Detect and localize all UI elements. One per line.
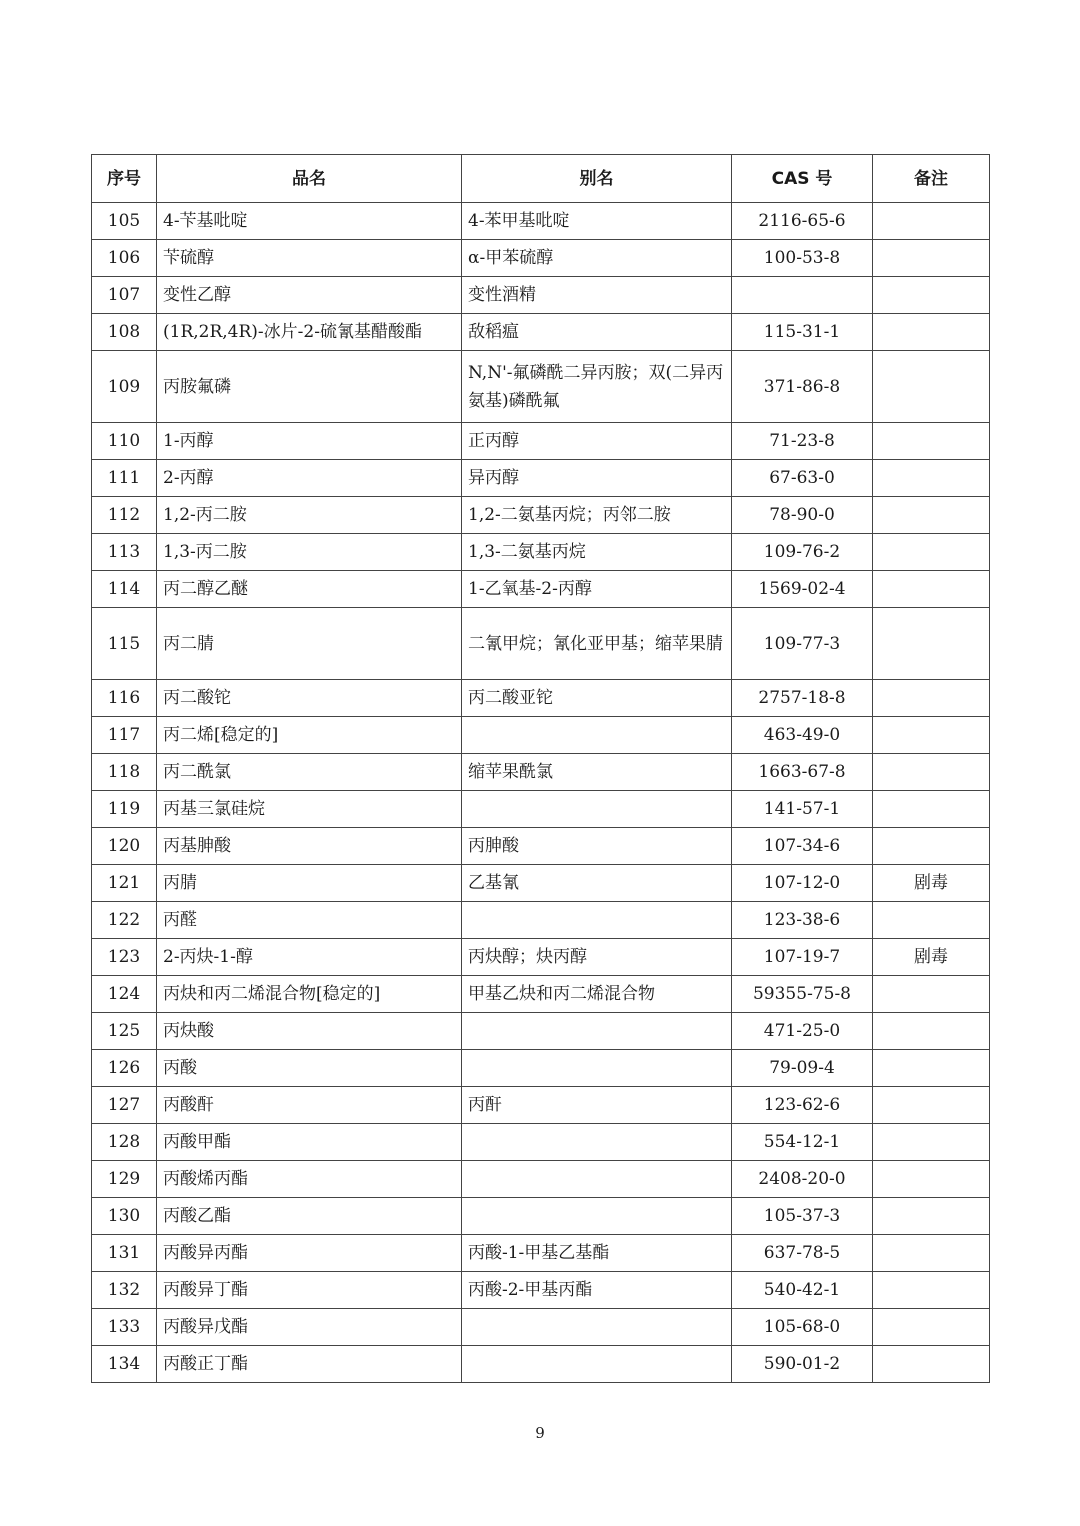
cell-alias: 乙基氰 [462, 865, 732, 902]
cell-alias [462, 717, 732, 754]
cell-alias [462, 1124, 732, 1161]
table-row [92, 1309, 990, 1346]
cell-cas-number: 78-90-0 [732, 497, 873, 534]
cell-product-name: 丙二烯[稳定的] [157, 717, 462, 754]
cell-remarks [873, 1309, 990, 1346]
cell-serial-number: 122 [92, 902, 157, 939]
cell-remarks [873, 1198, 990, 1235]
table-row [92, 203, 990, 240]
cell-product-name: 丙二腈 [157, 608, 462, 680]
cell-serial-number: 133 [92, 1309, 157, 1346]
cell-serial-number: 129 [92, 1161, 157, 1198]
cell-remarks [873, 791, 990, 828]
cell-alias: 异丙醇 [462, 460, 732, 497]
cell-serial-number: 118 [92, 754, 157, 791]
header-product-name: 品名 [157, 155, 462, 203]
cell-alias: 丙酸-2-甲基丙酯 [462, 1272, 732, 1309]
cell-alias: 二氰甲烷；氰化亚甲基；缩苹果腈 [462, 608, 732, 680]
cell-alias: 变性酒精 [462, 277, 732, 314]
cell-alias: 甲基乙炔和丙二烯混合物 [462, 976, 732, 1013]
cell-product-name: 丙酸异丁酯 [157, 1272, 462, 1309]
cell-remarks [873, 277, 990, 314]
cell-remarks [873, 1272, 990, 1309]
table-row [92, 1346, 990, 1383]
cell-cas-number: 59355-75-8 [732, 976, 873, 1013]
header-serial-number: 序号 [92, 155, 157, 203]
cell-product-name: 丙酸甲酯 [157, 1124, 462, 1161]
table-row [92, 902, 990, 939]
cell-product-name: 2-丙炔-1-醇 [157, 939, 462, 976]
cell-cas-number: 554-12-1 [732, 1124, 873, 1161]
cell-alias: 1-乙氧基-2-丙醇 [462, 571, 732, 608]
table-row [92, 1013, 990, 1050]
cell-serial-number: 121 [92, 865, 157, 902]
cell-cas-number: 105-68-0 [732, 1309, 873, 1346]
cell-product-name: 变性乙醇 [157, 277, 462, 314]
cell-cas-number: 79-09-4 [732, 1050, 873, 1087]
cell-serial-number: 128 [92, 1124, 157, 1161]
cell-remarks [873, 1346, 990, 1383]
cell-serial-number: 124 [92, 976, 157, 1013]
table-row [92, 1087, 990, 1124]
cell-alias [462, 1161, 732, 1198]
cell-product-name: 丙二酰氯 [157, 754, 462, 791]
cell-remarks [873, 203, 990, 240]
cell-product-name: 1,3-丙二胺 [157, 534, 462, 571]
table-row [92, 314, 990, 351]
cell-alias: 丙炔醇；炔丙醇 [462, 939, 732, 976]
cell-remarks [873, 717, 990, 754]
cell-serial-number: 123 [92, 939, 157, 976]
cell-alias [462, 1013, 732, 1050]
cell-alias: 丙胂酸 [462, 828, 732, 865]
table-row [92, 791, 990, 828]
cell-remarks [873, 680, 990, 717]
table-row [92, 460, 990, 497]
cell-product-name: 丙酸正丁酯 [157, 1346, 462, 1383]
table-row [92, 1235, 990, 1272]
cell-cas-number: 590-01-2 [732, 1346, 873, 1383]
cell-serial-number: 131 [92, 1235, 157, 1272]
table-row [92, 717, 990, 754]
cell-product-name: 丙酸烯丙酯 [157, 1161, 462, 1198]
table-row [92, 1272, 990, 1309]
table-header-row [92, 155, 990, 203]
cell-serial-number: 125 [92, 1013, 157, 1050]
cell-alias: 1,3-二氨基丙烷 [462, 534, 732, 571]
cell-cas-number: 471-25-0 [732, 1013, 873, 1050]
cell-cas-number: 2757-18-8 [732, 680, 873, 717]
cell-cas-number: 371-86-8 [732, 351, 873, 423]
table-row [92, 534, 990, 571]
table-row [92, 1050, 990, 1087]
cell-product-name: 丙炔酸 [157, 1013, 462, 1050]
table-row [92, 754, 990, 791]
cell-serial-number: 130 [92, 1198, 157, 1235]
table-row [92, 828, 990, 865]
cell-cas-number [732, 277, 873, 314]
cell-remarks [873, 754, 990, 791]
cell-product-name: 1,2-丙二胺 [157, 497, 462, 534]
cell-product-name: 丙二醇乙醚 [157, 571, 462, 608]
cell-alias [462, 1309, 732, 1346]
cell-serial-number: 117 [92, 717, 157, 754]
cell-product-name: 2-丙醇 [157, 460, 462, 497]
cell-product-name: 丙基三氯硅烷 [157, 791, 462, 828]
cell-alias [462, 902, 732, 939]
table-row [92, 497, 990, 534]
cell-remarks [873, 902, 990, 939]
cell-product-name: 丙二酸铊 [157, 680, 462, 717]
cell-alias [462, 1050, 732, 1087]
cell-remarks [873, 314, 990, 351]
cell-product-name: 丙醛 [157, 902, 462, 939]
cell-remarks [873, 1013, 990, 1050]
cell-serial-number: 116 [92, 680, 157, 717]
header-remarks: 备注 [873, 155, 990, 203]
cell-product-name: (1R,2R,4R)-冰片-2-硫氰基醋酸酯 [157, 314, 462, 351]
cell-remarks [873, 1161, 990, 1198]
cell-alias [462, 791, 732, 828]
cell-cas-number: 107-12-0 [732, 865, 873, 902]
cell-alias: 丙酸-1-甲基乙基酯 [462, 1235, 732, 1272]
cell-alias: 丙二酸亚铊 [462, 680, 732, 717]
cell-product-name: 丙酸异丙酯 [157, 1235, 462, 1272]
cell-remarks [873, 1235, 990, 1272]
cell-alias: 正丙醇 [462, 423, 732, 460]
cell-remarks [873, 497, 990, 534]
cell-remarks [873, 1050, 990, 1087]
cell-cas-number: 100-53-8 [732, 240, 873, 277]
cell-product-name: 丙炔和丙二烯混合物[稳定的] [157, 976, 462, 1013]
cell-serial-number: 132 [92, 1272, 157, 1309]
cell-serial-number: 114 [92, 571, 157, 608]
cell-cas-number: 67-63-0 [732, 460, 873, 497]
cell-cas-number: 637-78-5 [732, 1235, 873, 1272]
page-number: 9 [535, 1424, 545, 1442]
table-row [92, 608, 990, 680]
cell-remarks [873, 534, 990, 571]
cell-serial-number: 134 [92, 1346, 157, 1383]
cell-remarks [873, 351, 990, 423]
cell-product-name: 4-苄基吡啶 [157, 203, 462, 240]
cell-cas-number: 1663-67-8 [732, 754, 873, 791]
cell-cas-number: 109-76-2 [732, 534, 873, 571]
cell-remarks [873, 828, 990, 865]
cell-alias: α-甲苯硫醇 [462, 240, 732, 277]
cell-remarks [873, 571, 990, 608]
cell-serial-number: 110 [92, 423, 157, 460]
cell-cas-number: 1569-02-4 [732, 571, 873, 608]
cell-cas-number: 105-37-3 [732, 1198, 873, 1235]
cell-serial-number: 108 [92, 314, 157, 351]
cell-remarks: 剧毒 [873, 939, 990, 976]
cell-product-name: 苄硫醇 [157, 240, 462, 277]
cell-cas-number: 109-77-3 [732, 608, 873, 680]
cell-serial-number: 111 [92, 460, 157, 497]
cell-alias: 缩苹果酰氯 [462, 754, 732, 791]
cell-serial-number: 106 [92, 240, 157, 277]
cell-alias [462, 1346, 732, 1383]
cell-alias [462, 1198, 732, 1235]
cell-serial-number: 127 [92, 1087, 157, 1124]
cell-serial-number: 107 [92, 277, 157, 314]
cell-alias: 4-苯甲基吡啶 [462, 203, 732, 240]
cell-cas-number: 107-19-7 [732, 939, 873, 976]
cell-remarks [873, 1124, 990, 1161]
cell-cas-number: 123-62-6 [732, 1087, 873, 1124]
cell-cas-number: 107-34-6 [732, 828, 873, 865]
cell-cas-number: 463-49-0 [732, 717, 873, 754]
table-row [92, 240, 990, 277]
table-row [92, 1161, 990, 1198]
table-row [92, 351, 990, 423]
cell-serial-number: 126 [92, 1050, 157, 1087]
cell-alias: N,N'-氟磷酰二异丙胺；双(二异丙氨基)磷酰氟 [462, 351, 732, 423]
table-row [92, 1198, 990, 1235]
cell-product-name: 丙胺氟磷 [157, 351, 462, 423]
header-alias: 别名 [462, 155, 732, 203]
cell-serial-number: 105 [92, 203, 157, 240]
cell-remarks [873, 240, 990, 277]
table-row [92, 865, 990, 902]
cell-product-name: 丙酸 [157, 1050, 462, 1087]
table-row [92, 1124, 990, 1161]
cell-product-name: 1-丙醇 [157, 423, 462, 460]
table-row [92, 939, 990, 976]
cell-remarks: 剧毒 [873, 865, 990, 902]
table-row [92, 571, 990, 608]
cell-remarks [873, 1087, 990, 1124]
cell-product-name: 丙基胂酸 [157, 828, 462, 865]
cell-serial-number: 109 [92, 351, 157, 423]
cell-cas-number: 540-42-1 [732, 1272, 873, 1309]
chemical-table [91, 154, 990, 1383]
cell-remarks [873, 976, 990, 1013]
table-row [92, 680, 990, 717]
cell-serial-number: 115 [92, 608, 157, 680]
table-row [92, 423, 990, 460]
cell-remarks [873, 423, 990, 460]
cell-cas-number: 71-23-8 [732, 423, 873, 460]
cell-cas-number: 115-31-1 [732, 314, 873, 351]
cell-product-name: 丙腈 [157, 865, 462, 902]
header-cas-number: CAS 号 [732, 155, 873, 203]
cell-alias: 丙酐 [462, 1087, 732, 1124]
table-body [92, 203, 990, 1383]
cell-remarks [873, 460, 990, 497]
cell-serial-number: 112 [92, 497, 157, 534]
table-row [92, 976, 990, 1013]
cell-serial-number: 119 [92, 791, 157, 828]
cell-serial-number: 120 [92, 828, 157, 865]
cell-alias: 1,2-二氨基丙烷；丙邻二胺 [462, 497, 732, 534]
cell-cas-number: 2116-65-6 [732, 203, 873, 240]
cell-product-name: 丙酸酐 [157, 1087, 462, 1124]
cell-alias: 敌稻瘟 [462, 314, 732, 351]
table-row [92, 277, 990, 314]
cell-product-name: 丙酸乙酯 [157, 1198, 462, 1235]
cell-product-name: 丙酸异戊酯 [157, 1309, 462, 1346]
cell-remarks [873, 608, 990, 680]
cell-serial-number: 113 [92, 534, 157, 571]
cell-cas-number: 141-57-1 [732, 791, 873, 828]
cell-cas-number: 123-38-6 [732, 902, 873, 939]
cell-cas-number: 2408-20-0 [732, 1161, 873, 1198]
